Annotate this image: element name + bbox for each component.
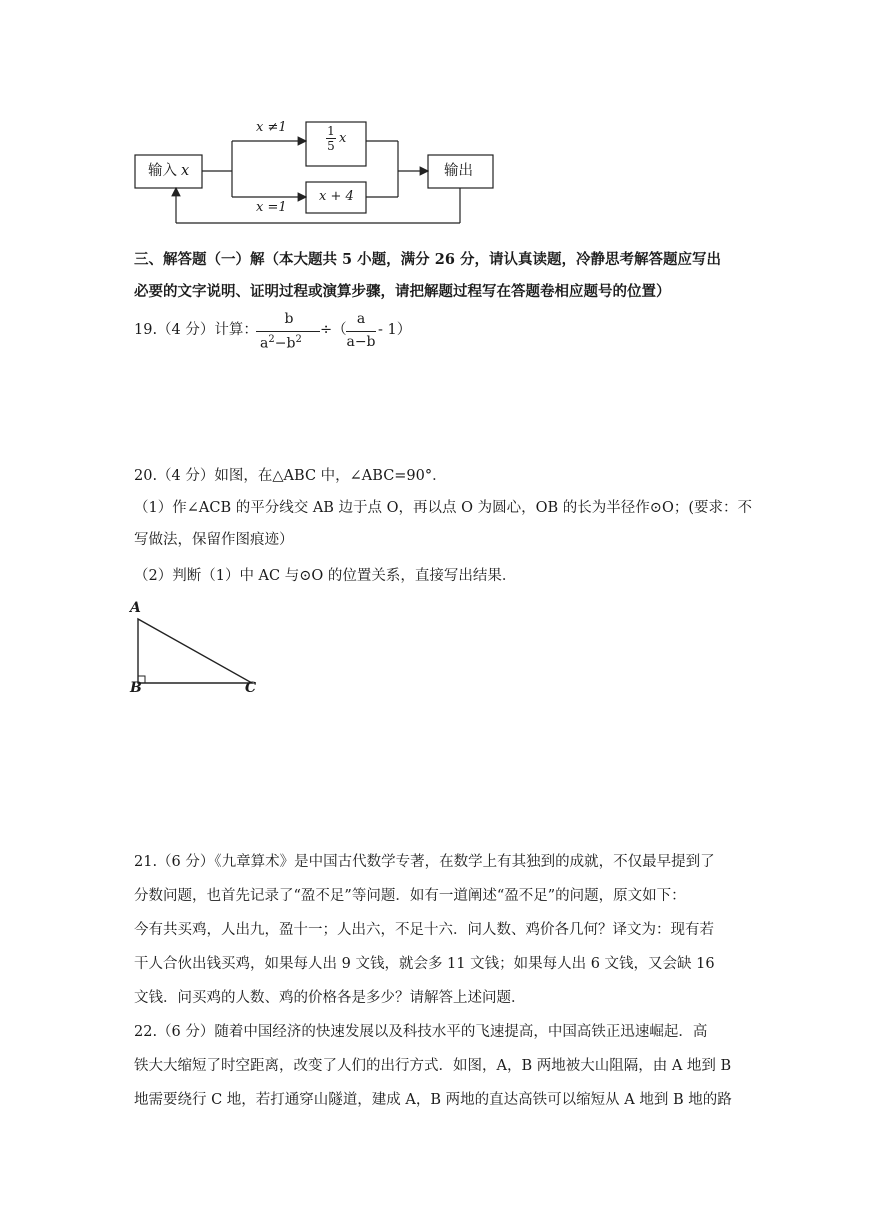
input-var: x	[181, 163, 190, 179]
section-heading-line1: 三、解答题（一）解（本大题共 5 小题，满分 26 分，请认真读题，冷静思考解答题应写出	[134, 251, 721, 268]
q21-line3: 今有共买鸡，人出九，盈十一；人出六，不足十六．问人数、鸡价各几何？译文为：现有若	[134, 922, 714, 938]
triangle-figure	[125, 600, 265, 700]
flowchart-output-box: 输出	[444, 163, 473, 179]
q19-prefix: 19.（4 分）计算：	[134, 322, 258, 338]
flowchart	[120, 110, 520, 230]
flowchart-input-box	[148, 161, 189, 181]
q21-line1: 21.（6 分）《九章算术》是中国古代数学专著，在数学上有其独到的成就，不仅最早提到了	[134, 854, 715, 870]
q19-suffix: - 1）	[378, 322, 412, 338]
branch-bottom-condition: x =1	[256, 200, 287, 215]
section-heading-line2: 必要的文字说明、证明过程或演算步骤，请把解题过程写在答题卷相应题号的位置）	[134, 283, 671, 300]
q20-line1: 20.（4 分）如图，在△ABC 中，∠ABC=90°．	[134, 468, 447, 484]
top-box-denominator: 5	[327, 139, 335, 153]
q21-line2: 分数问题，也首先记录了“盈不足”等问题．如有一道阐述“盈不足”的问题，原文如下：	[134, 888, 686, 904]
label-b: B	[130, 680, 142, 696]
label-c: C	[245, 680, 257, 696]
top-box-numerator: 1	[327, 124, 335, 138]
q19-frac1-numerator: b	[284, 311, 294, 327]
triangle-abc	[125, 600, 265, 700]
flowchart-bottom-box: x + 4	[319, 189, 354, 204]
q21-line4: 干人合伙出钱买鸡，如果每人出 9 文钱，就会多 11 文钱；如果每人出 6 文钱，又会缺 16	[134, 956, 715, 972]
q20-line4: （2）判断（1）中 AC 与⊙O 的位置关系，直接写出结果．	[134, 568, 517, 584]
q22-line3: 地需要绕行 C 地，若打通穿山隧道，建成 A，B 两地的直达高铁可以缩短从 A 地到 B 地的路	[134, 1092, 732, 1108]
branch-top-condition: x ≠1	[256, 120, 287, 135]
q20-line2: （1）作∠ACB 的平分线交 AB 边于点 O，再以点 O 为圆心，OB 的长为半径作⊙O；(要求：不	[134, 500, 752, 516]
q19-divide: ÷（	[320, 322, 347, 338]
input-label: 输入	[148, 163, 177, 179]
q19-frac1-bar	[256, 331, 320, 332]
q19-frac1-denominator: $a^2-b^2$	[260, 334, 302, 352]
q19-frac2-bar	[346, 331, 376, 332]
q19-frac2-numerator: a	[356, 311, 366, 327]
q20-line3: 写做法，保留作图痕迹）	[134, 532, 294, 548]
q22-line1: 22.（6 分）随着中国经济的快速发展以及科技水平的飞速提高，中国高铁正迅速崛起．高	[134, 1024, 708, 1040]
top-box-var: x	[339, 131, 347, 146]
flowchart-top-box	[326, 124, 346, 153]
q19-frac2-denominator: a−b	[346, 334, 376, 350]
q22-line2: 铁大大缩短了时空距离，改变了人们的出行方式．如图，A，B 两地被大山阻隔，由 A 地到 B	[134, 1058, 732, 1074]
label-a: A	[130, 600, 141, 616]
q21-line5: 文钱．问买鸡的人数、鸡的价格各是多少？请解答上述问题．	[134, 990, 526, 1006]
